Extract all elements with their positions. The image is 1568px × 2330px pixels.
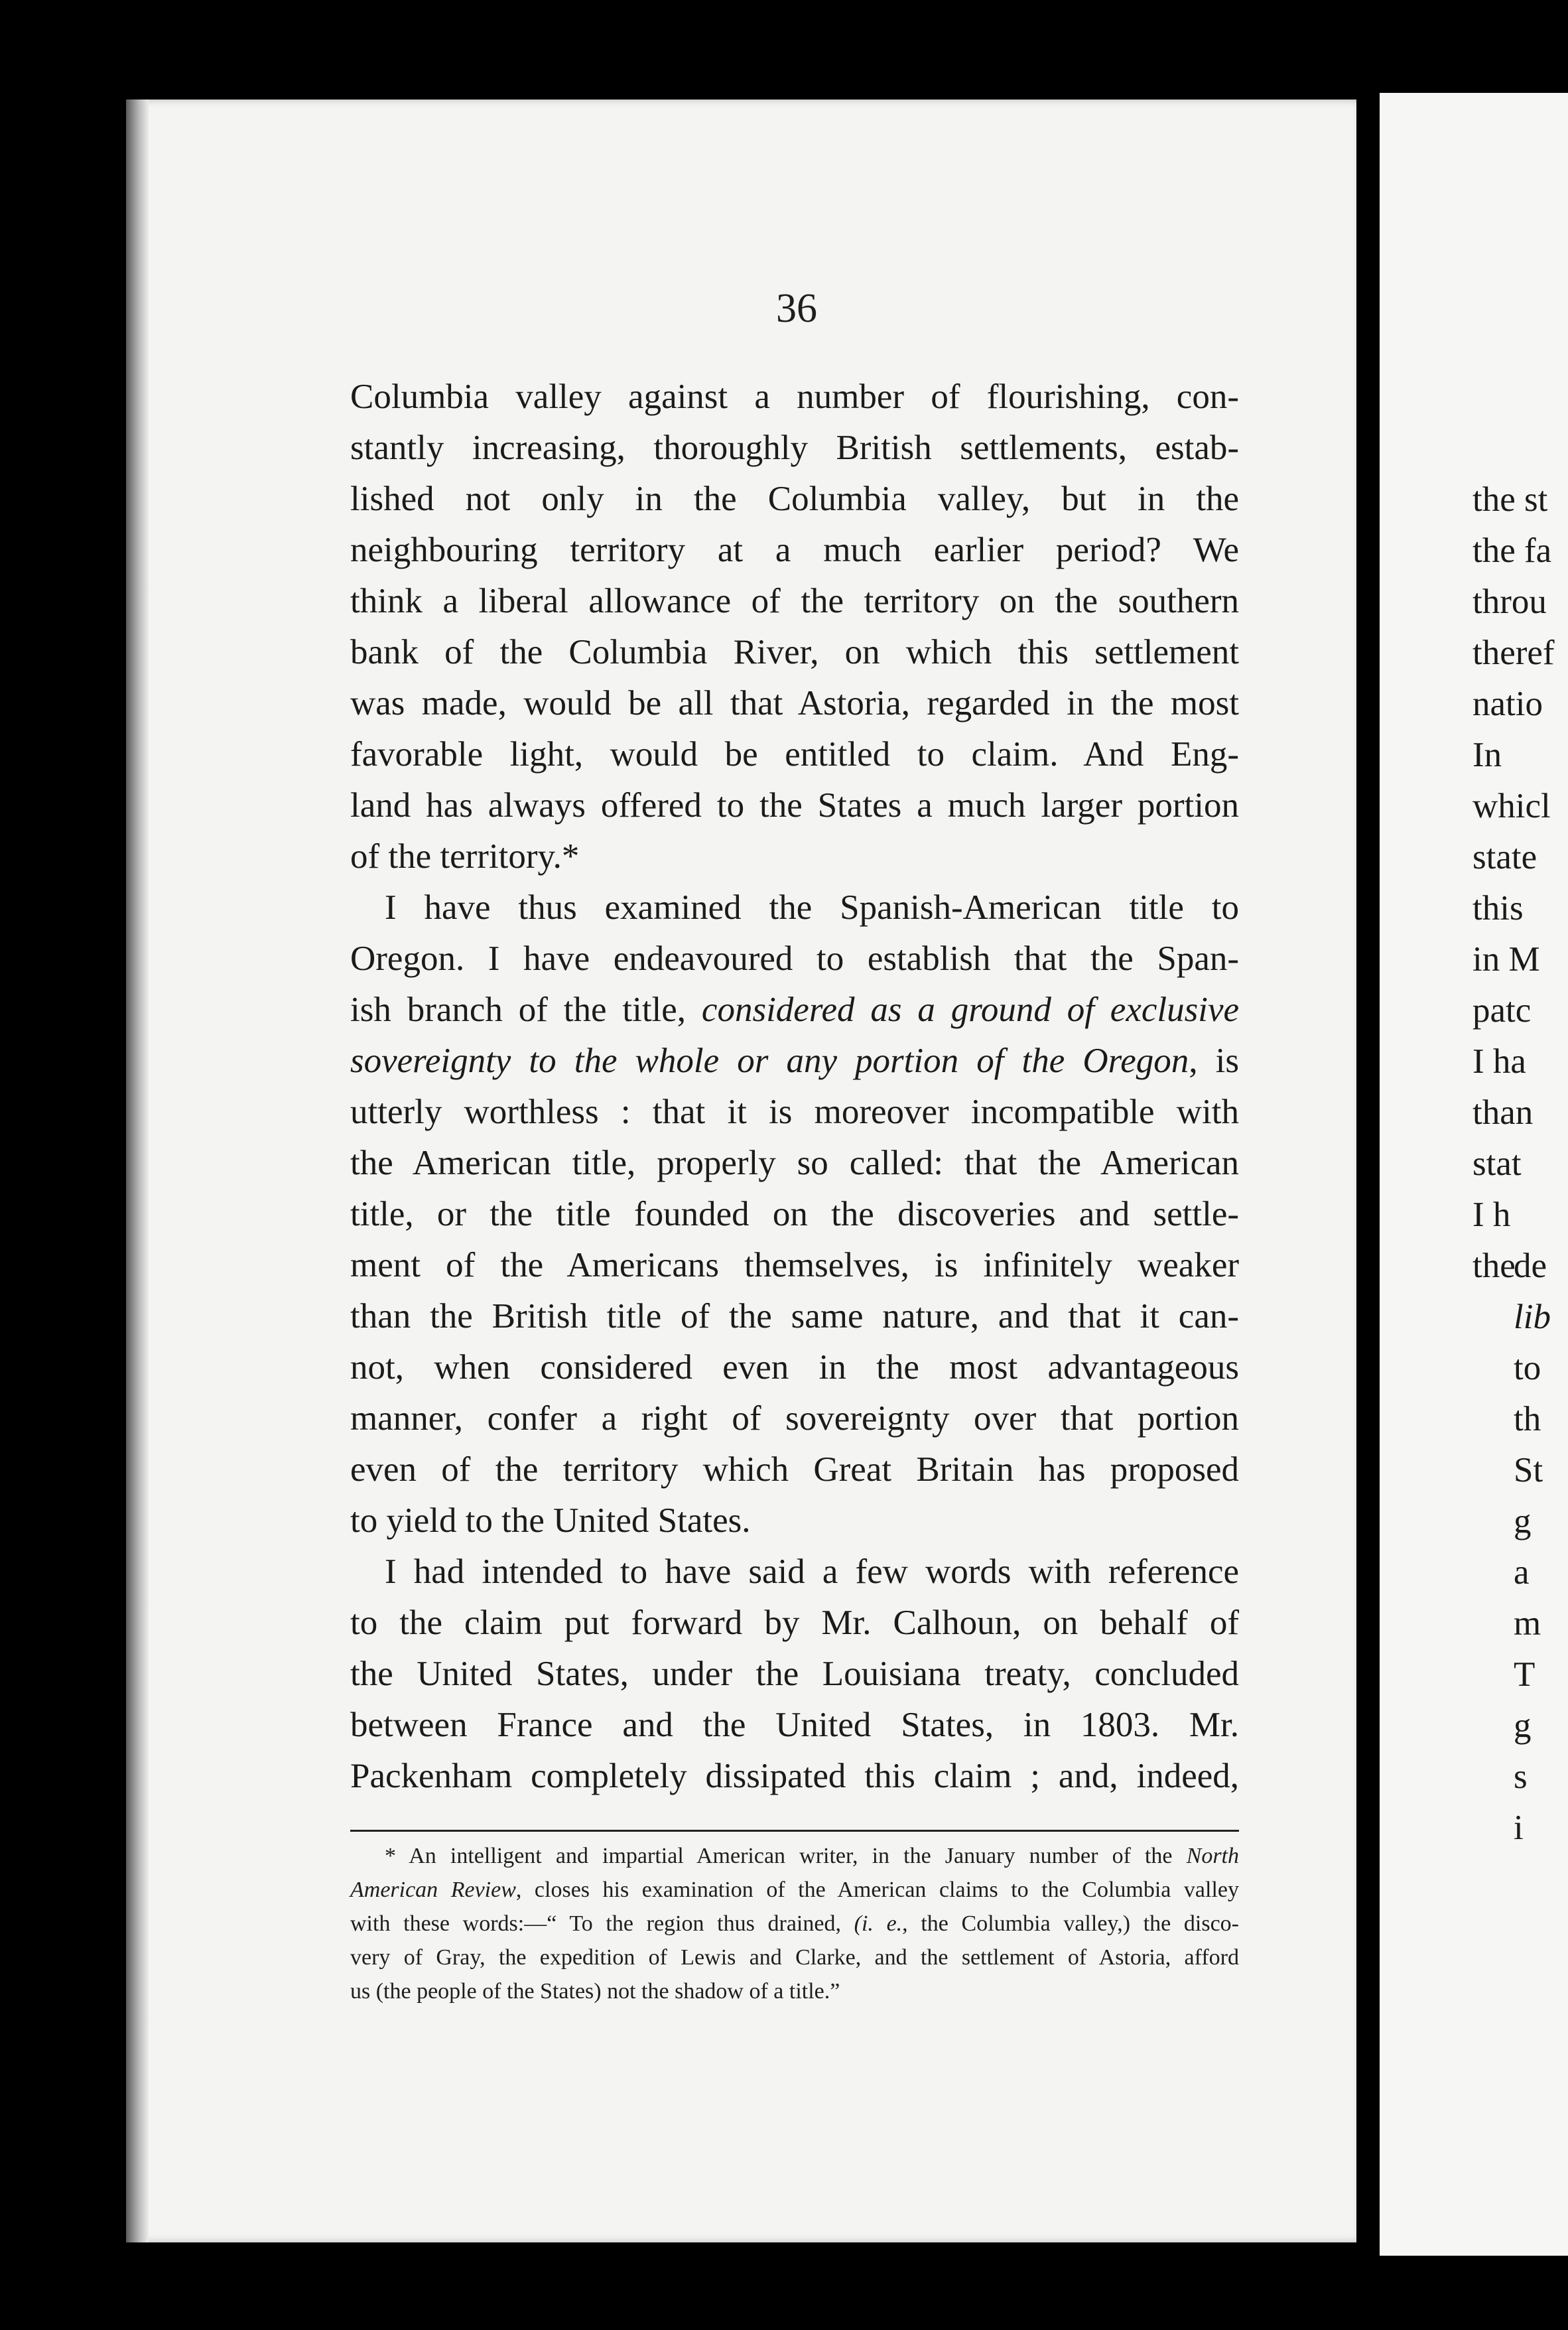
text-line: between France and the United States, in 1803. Mr. [350, 1706, 1239, 1744]
facing-text-fragment: de [1514, 1247, 1547, 1285]
text-line [350, 985, 1239, 1036]
text-line: manner, confer a right of sovereignty over that portion [350, 1399, 1239, 1438]
footnote-divider [350, 1830, 1239, 1832]
text-line: I have thus examined the Spanish-American title to [385, 888, 1239, 927]
facing-text-fragment: St [1514, 1451, 1543, 1489]
footnote-line-segment: American Review [350, 1878, 516, 1902]
facing-text-fragment: I ha [1472, 1042, 1526, 1081]
facing-text-fragment: whicl [1472, 787, 1551, 825]
text-line: not, when considered even in the most advantageous [350, 1348, 1239, 1387]
footnote-line [350, 1907, 1239, 1941]
footnote-line [350, 1873, 1239, 1907]
text-line: Columbia valley against a number of flourishing, con- [350, 377, 1239, 416]
facing-text-fragment: m [1514, 1604, 1541, 1643]
text-line: was made, would be all that Astoria, regarded in the most [350, 684, 1239, 722]
facing-page [1380, 93, 1568, 2256]
text-line: bank of the Columbia River, on which this settlement [350, 633, 1239, 671]
text-line: the American title, properly so called: that the American [350, 1144, 1239, 1182]
text-line: neighbouring territory at a much earlier period? We [350, 531, 1239, 569]
text-line [350, 1036, 1239, 1087]
text-line: title, or the title founded on the discoveries and settle- [350, 1195, 1239, 1233]
facing-text-fragment: T [1514, 1655, 1535, 1694]
text-line-segment: , is [1189, 1042, 1239, 1080]
body-text [350, 372, 1239, 1802]
facing-text-fragment: to [1514, 1349, 1541, 1387]
facing-text-fragment: lib [1514, 1298, 1551, 1336]
facing-text-fragment: stat [1472, 1144, 1522, 1183]
text-line: than the British title of the same nature, and that it can- [350, 1297, 1239, 1336]
facing-page-column-lower [1514, 1241, 1551, 1854]
facing-text-fragment: in M [1472, 940, 1540, 979]
facing-text-fragment: g [1514, 1706, 1532, 1745]
facing-text-fragment: theref [1472, 634, 1555, 672]
text-line: favorable light, would be entitled to claim. And Eng- [350, 735, 1239, 774]
text-line: the United States, under the Louisiana treaty, concluded [350, 1655, 1239, 1693]
facing-text-fragment: the st [1472, 480, 1548, 519]
footnote-line-segment: , closes his examination of the American claims to the Columbia valley [515, 1878, 1239, 1902]
facing-text-fragment: throu [1472, 582, 1547, 621]
footnote-line: us (the people of the States) not the shadow of a title.” [350, 1979, 840, 2004]
facing-text-fragment: s [1514, 1757, 1528, 1796]
page-binding-edge [126, 100, 149, 2242]
text-line: even of the territory which Great Britain has proposed [350, 1450, 1239, 1489]
footnote [350, 1839, 1239, 2008]
facing-text-fragment: the [1472, 1247, 1516, 1285]
facing-text-fragment: this [1472, 889, 1524, 927]
text-line: of the territory.* [350, 837, 580, 876]
text-line-segment: considered as a ground of exclusive [701, 991, 1239, 1029]
footnote-line [350, 1839, 1239, 1873]
page-number: 36 [776, 286, 817, 331]
facing-text-fragment: i [1514, 1809, 1524, 1847]
facing-text-fragment: the fa [1472, 531, 1552, 570]
facing-text-fragment: than [1472, 1093, 1534, 1132]
text-line: Oregon. I have endeavoured to establish that the Span- [350, 939, 1239, 978]
footnote-line-segment: , the Columbia valley,) the disco- [902, 1911, 1239, 1936]
text-line: to yield to the United States. [350, 1501, 751, 1540]
text-line: think a liberal allowance of the territory on the southern [350, 582, 1239, 620]
text-line: land has always offered to the States a much larger portion [350, 786, 1239, 825]
facing-text-fragment: a [1514, 1553, 1530, 1592]
text-line: utterly worthless : that it is moreover incompatible with [350, 1093, 1239, 1131]
facing-text-fragment: th [1514, 1400, 1541, 1438]
facing-text-fragment: state [1472, 838, 1537, 876]
text-line: I had intended to have said a few words with reference [385, 1552, 1239, 1591]
text-line: ment of the Americans themselves, is infinitely weaker [350, 1246, 1239, 1284]
text-line-segment: ish branch of the title, [350, 991, 702, 1029]
footnote-line-segment: North [1186, 1844, 1239, 1868]
text-line-segment: sovereignty to the whole or any portion of the Oregon [350, 1042, 1189, 1080]
text-line: stantly increasing, thoroughly British settlements, estab- [350, 429, 1239, 467]
text-line: lished not only in the Columbia valley, but in the [350, 480, 1239, 518]
footnote-line-segment: with these words:—“ To the region thus drained, [350, 1911, 854, 1936]
text-line: to the claim put forward by Mr. Calhoun, on behalf of [350, 1604, 1239, 1642]
footnote-line: very of Gray, the expedition of Lewis and Clarke, and the settlement of Astoria, afford [350, 1945, 1239, 1970]
text-line: Packenham completely dissipated this claim ; and, indeed, [350, 1757, 1239, 1795]
footnote-line-segment: (i. e. [854, 1911, 903, 1936]
facing-text-fragment: I h [1472, 1196, 1511, 1234]
facing-page-column [1472, 474, 1555, 1292]
facing-text-fragment: g [1514, 1502, 1532, 1541]
footnote-line-segment: * An intelligent and impartial American writer, in the January number of the [385, 1844, 1187, 1868]
facing-text-fragment: natio [1472, 685, 1543, 723]
facing-text-fragment: patc [1472, 991, 1532, 1030]
facing-text-fragment: In [1472, 736, 1502, 774]
